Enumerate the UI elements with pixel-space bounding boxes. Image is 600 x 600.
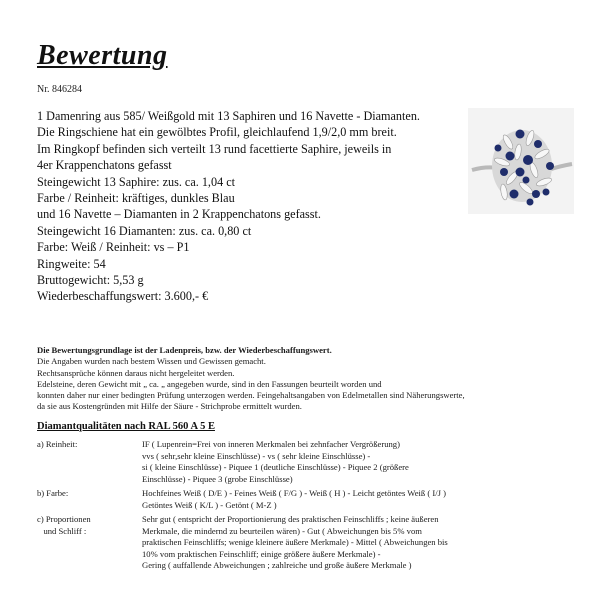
quality-label-line: b) Farbe: xyxy=(37,488,69,498)
description-line: Steingewicht 16 Diamanten: zus. ca. 0,80 ct xyxy=(37,223,252,238)
quality-text-line: praktischen Feinschliffs; wenige kleinere äußere Merkmale) - Mittel ( Abweichungen bis xyxy=(142,537,448,547)
quality-text-line: Einschlüsse) - Piquee 3 (grobe Einschlüsse) xyxy=(142,473,293,484)
description-line: 1 Damenring aus 585/ Weißgold mit 13 Saphiren und 16 Navette - Diamanten. xyxy=(37,109,420,123)
document-number: Nr. 846284 xyxy=(37,84,82,95)
diamond-quality-table xyxy=(37,439,582,572)
quality-text-line: si ( kleine Einschlüsse) - Piquee 1 (deutliche Einschlüsse) - Piquee 2 (größere xyxy=(142,462,409,472)
description-line: Ringweite: 54 xyxy=(37,256,106,271)
valuation-notes xyxy=(37,345,577,413)
item-description xyxy=(37,108,467,305)
description-line: Bruttogewicht: 5,53 g xyxy=(37,273,144,288)
quality-label xyxy=(37,488,142,511)
quality-text-line: Hochfeines Weiß ( D/E ) - Feines Weiß ( F/G ) - Weiß ( H ) - Leicht getöntes Weiß ( I/J ) xyxy=(142,488,446,498)
quality-text-line: Merkmale, die mindernd zu beurteilen wären) - Gut ( Abweichungen bis 5% vom xyxy=(142,525,422,536)
notes-line: Rechtsansprüche können daraus nicht hergeleitet werden. xyxy=(37,367,235,378)
quality-row-clarity xyxy=(37,439,582,485)
quality-label-line: und Schliff : xyxy=(37,525,87,536)
quality-label xyxy=(37,439,142,485)
quality-text-line: vvs ( sehr,sehr kleine Einschlüsse) - vs ( sehr kleine Einschlüsse) - xyxy=(142,450,371,461)
notes-line: Edelsteine, deren Gewicht mit „ ca. „ angegeben wurde, sind in den Fassungen beurteilt worden und xyxy=(37,378,382,389)
description-line: Die Ringschiene hat ein gewölbtes Profil, gleichlaufend 1,9/2,0 mm breit. xyxy=(37,125,397,140)
notes-basis-line: Die Bewertungsgrundlage ist der Ladenpreis, bzw. der Wiederbeschaffungswert. xyxy=(37,345,332,355)
notes-line: Die Angaben wurden nach bestem Wissen und Gewissen gemacht. xyxy=(37,356,266,367)
quality-text-line: Sehr gut ( entspricht der Proportionierung des praktischen Feinschliffs ; keine äußeren xyxy=(142,514,439,524)
description-line: und 16 Navette – Diamanten in 2 Krappenchatons gefasst. xyxy=(37,207,321,222)
notes-line: da sie aus Kostengründen mit Hilfe der Säure - Strichprobe ermittelt wurden. xyxy=(37,401,302,412)
quality-row-color xyxy=(37,488,582,511)
quality-text xyxy=(142,514,582,572)
ring-photo-icon xyxy=(468,108,574,214)
quality-text-line: 10% vom praktischen Feinschliff; einige größere äußere Merkmale) - xyxy=(142,548,381,559)
quality-row-cut xyxy=(37,514,582,572)
quality-text-line: Gering ( auffallende Abweichungen ; zahlreiche und große äußere Merkmale ) xyxy=(142,560,412,570)
notes-line: konnten daher nur einer bedingten Prüfung unterzogen werden. Feingehaltsangaben von Edelmetallen sind Näherungswerte, xyxy=(37,390,465,401)
description-line: Steingewicht 13 Saphire: zus. ca. 1,04 ct xyxy=(37,174,235,189)
quality-text-line: IF ( Lupenrein=Frei von inneren Merkmalen bei zehnfacher Vergrößerung) xyxy=(142,439,400,449)
description-line: Farbe: Weiß / Reinheit: vs – P1 xyxy=(37,240,190,255)
description-line: Im Ringkopf befinden sich verteilt 13 rund facettierte Saphire, jeweils in xyxy=(37,141,392,156)
quality-label xyxy=(37,514,142,572)
description-line: 4er Krappenchatons gefasst xyxy=(37,158,172,173)
ring-photo xyxy=(468,108,574,214)
quality-label-line: a) Reinheit: xyxy=(37,439,78,449)
description-line: Wiederbeschaffungswert: 3.600,- € xyxy=(37,289,209,304)
quality-text-line: Getöntes Weiß ( K/L ) - Getönt ( M-Z ) xyxy=(142,499,277,510)
diamond-quality-heading: Diamantqualitäten nach RAL 560 A 5 E xyxy=(37,421,215,432)
quality-label-line: c) Proportionen xyxy=(37,514,91,524)
description-line: Farbe / Reinheit: kräftiges, dunkles Blau xyxy=(37,191,235,206)
page-title: Bewertung xyxy=(37,40,168,71)
quality-text xyxy=(142,488,582,511)
quality-text xyxy=(142,439,582,485)
